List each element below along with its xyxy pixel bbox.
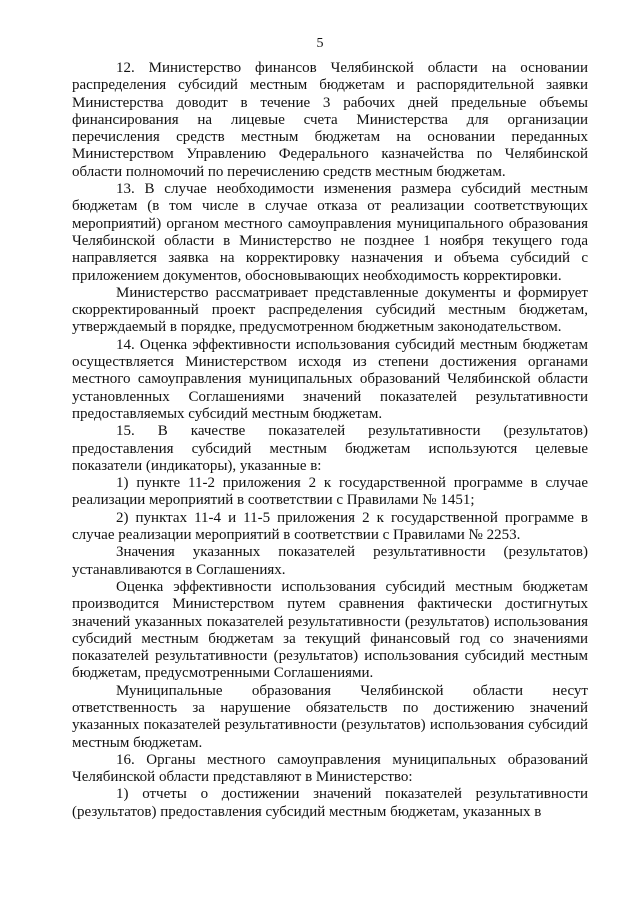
page-number: 5 [316,36,324,51]
document-body [72,60,588,821]
paragraph-13: 13. В случае необходимости изменения размера субсидий местным бюджетам (в том числе в случае отказа от реализации соответствующих мероприятий) органом местного самоуправления муниципального образования Челябинской области в Министерство не позднее 1 ноября текущего года направляется заявка на корректировку назначения и объема субсидий с приложением документов, обосновывающих необходимость корректировки. [72,181,588,284]
paragraph-14: 14. Оценка эффективности использования субсидий местным бюджетам осуществляется Министерством исходя из степени достижения органами местного самоуправления муниципальных образований Челябинской области установленных Соглашениями значений показателей результативности предоставляемых субсидий местным бюджетам. [72,336,588,422]
paragraph-15-item-1: 1) пункте 11-2 приложения 2 к государственной программе в случае реализации мероприятий в соответствии с Правилами № 1451; [72,475,588,509]
paragraph-16-item-1: 1) отчеты о достижении значений показателей результативности (результатов) предоставления субсидий местным бюджетам, указанных в [72,786,588,820]
paragraph-13-ministry-review: Министерство рассматривает представленные документы и формирует скорректированный проект распределения субсидий местным бюджетам, утверждаемый в порядке, предусмотренном бюджетным законодательством. [72,284,588,336]
paragraph-15-values: Значения указанных показателей результативности (результатов) устанавливаются в Соглашениях. [72,544,588,578]
paragraph-15-evaluation: Оценка эффективности использования субсидий местным бюджетам производится Министерством путем сравнения фактически достигнутых значений указанных показателей результативности (результатов) использования субсидий местным бюджетам за текущий финансовый год со значениями показателей результативности (результатов) использования субсидий местным бюджетам, предусмотренными Соглашениями. [72,578,588,682]
paragraph-15: 15. В качестве показателей результативности (результатов) предоставления субсидий местным бюджетам используются целевые показатели (индикаторы), указанные в: [72,423,588,474]
paragraph-15-responsibility: Муниципальные образования Челябинской области несут ответственность за нарушение обязательств по достижению значений указанных показателей результативности (результатов) использования субсидий местным бюджетам. [72,682,588,751]
paragraph-16: 16. Органы местного самоуправления муниципальных образований Челябинской области представляют в Министерство: [72,751,588,786]
paragraph-12: 12. Министерство финансов Челябинской области на основании распределения субсидий местным бюджетам и распорядительной заявки Министерства доводит в течение 3 рабочих дней предельные объемы финансирования на лицевые счета Министерства для организации перечисления средств местным бюджетам на основании переданных Министерством Управлению Федерального казначейства по Челябинской области полномочий по перечислению средств местным бюджетам. [72,60,588,180]
paragraph-15-item-2: 2) пунктах 11-4 и 11-5 приложения 2 к государственной программе в случае реализации мероприятий в соответствии с Правилами № 2253. [72,509,588,544]
